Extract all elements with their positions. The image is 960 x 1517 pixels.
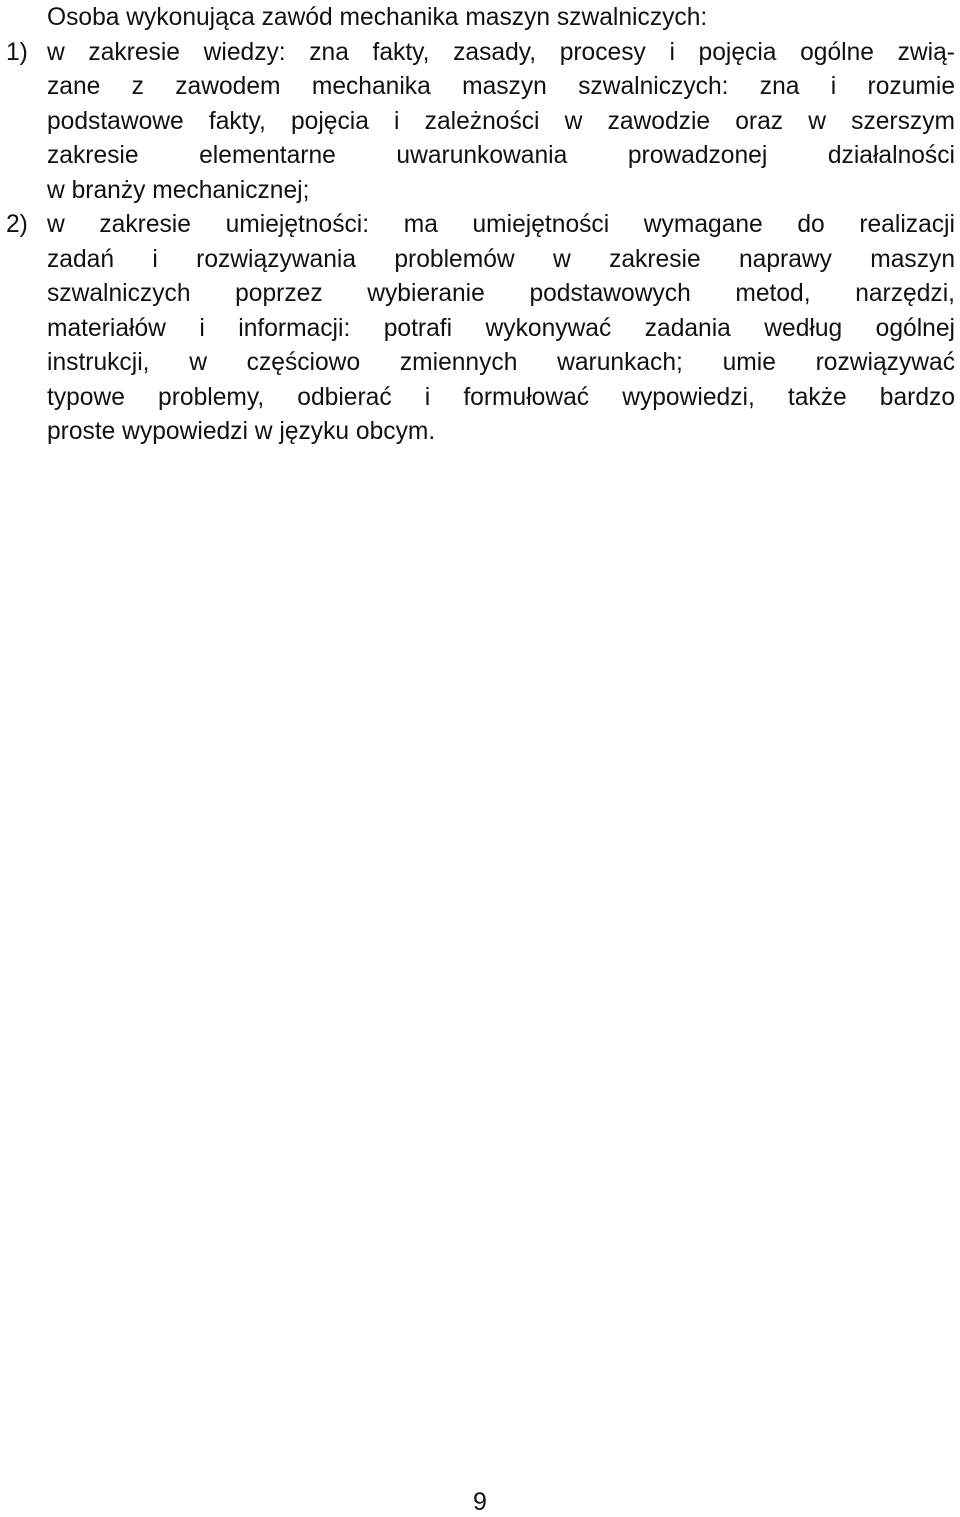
intro-paragraph: Osoba wykonująca zawód mechanika maszyn szwalniczych:: [47, 4, 708, 31]
list-number-1: 1): [6, 39, 28, 66]
list-item-2-line-6: typowe problemy, odbierać i formułować wypowiedzi, także bardzo: [47, 384, 955, 411]
list-item-2-line-2: zadań i rozwiązywania problemów w zakresie naprawy maszyn: [47, 246, 955, 273]
list-item-2-line-1: w zakresie umiejętności: ma umiejętności wymagane do realizacji: [47, 211, 955, 238]
page-number: 9: [473, 1488, 487, 1516]
list-item-2-line-5: instrukcji, w częściowo zmiennych warunkach; umie rozwiązywać: [47, 349, 955, 376]
list-item-2-line-7: proste wypowiedzi w języku obcym.: [47, 418, 436, 445]
list-item-2-line-4: materiałów i informacji: potrafi wykonywać zadania według ogólnej: [47, 315, 955, 342]
list-item-1-line-1: w zakresie wiedzy: zna fakty, zasady, procesy i pojęcia ogólne zwią-: [47, 39, 955, 66]
list-item-1-line-5: w branży mechanicznej;: [47, 177, 310, 204]
list-item-1-line-2: zane z zawodem mechanika maszyn szwalniczych: zna i rozumie: [47, 73, 955, 100]
list-number-2: 2): [6, 211, 28, 238]
list-item-1-line-4: zakresie elementarne uwarunkowania prowadzonej działalności: [47, 142, 955, 169]
list-item-1-line-3: podstawowe fakty, pojęcia i zależności w zawodzie oraz w szerszym: [47, 108, 955, 135]
list-item-2-line-3: szwalniczych poprzez wybieranie podstawowych metod, narzędzi,: [47, 280, 955, 307]
